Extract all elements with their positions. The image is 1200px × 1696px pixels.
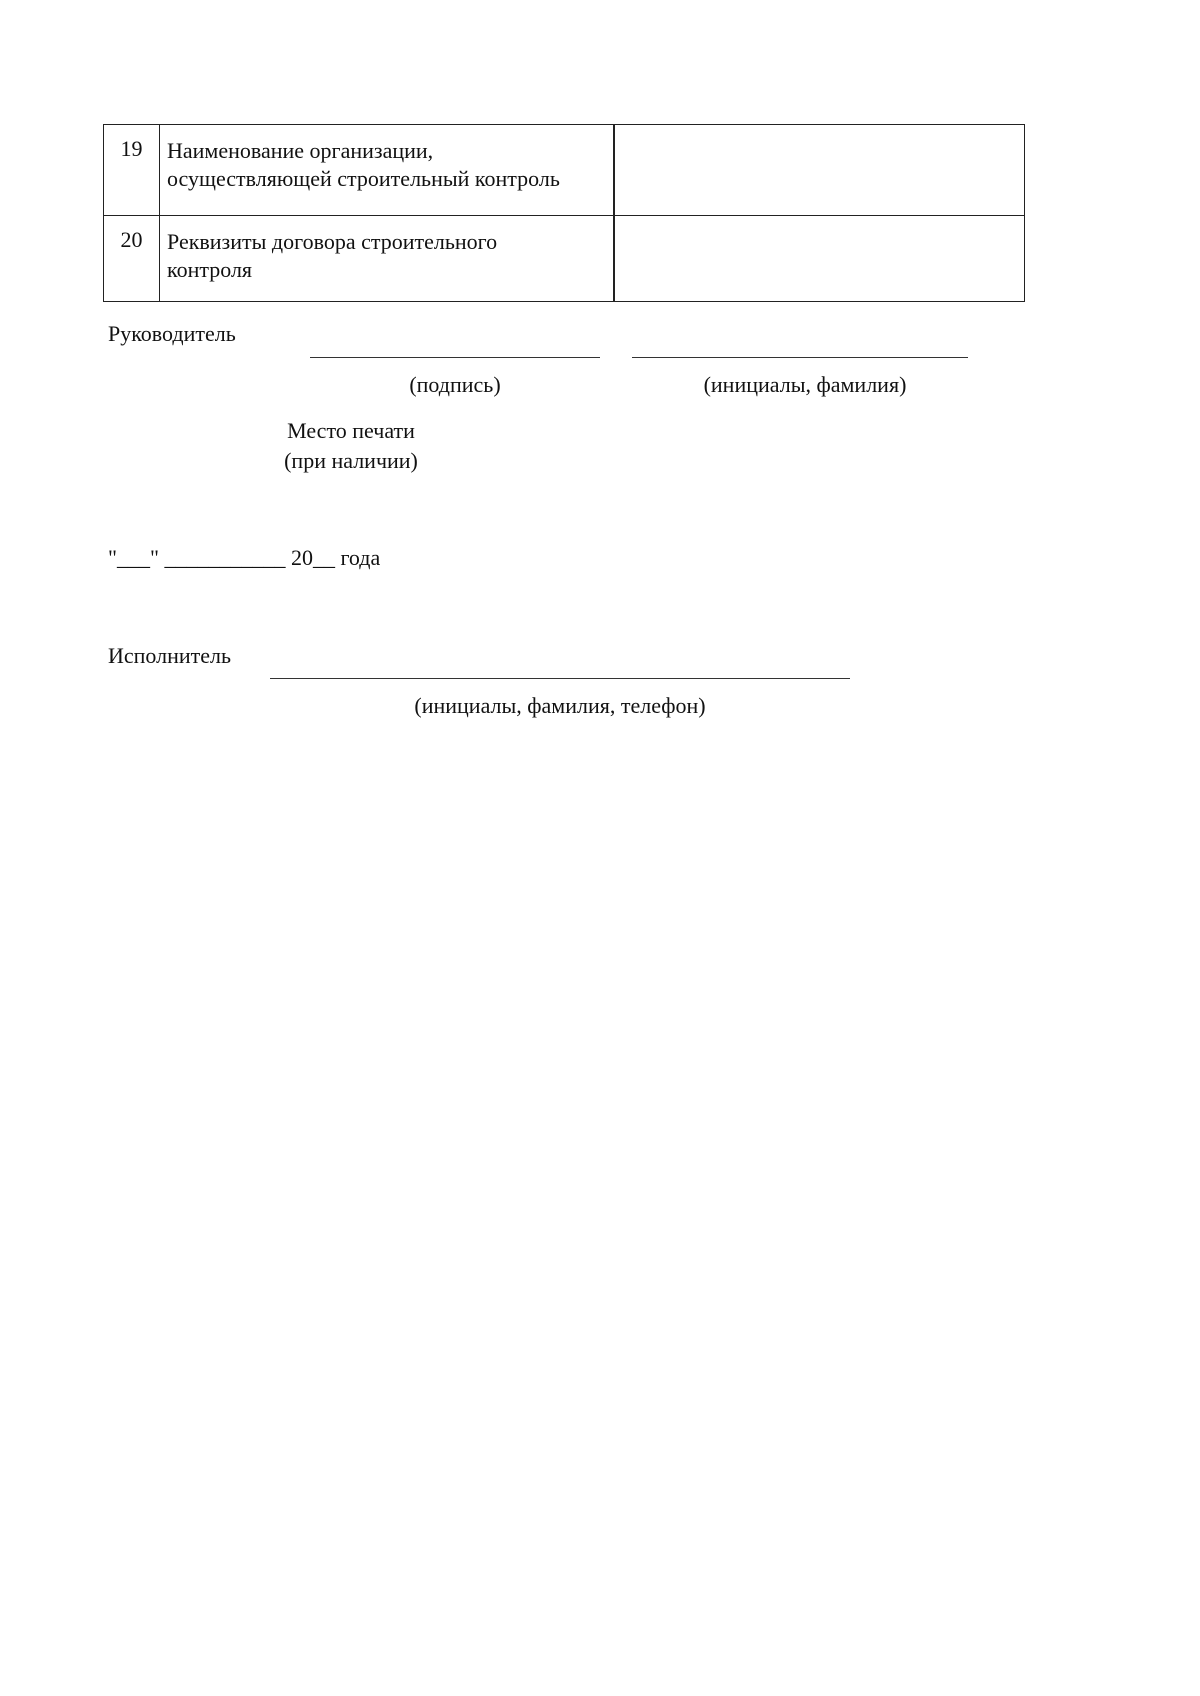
row-label-line: Наименование организации,	[167, 138, 434, 163]
head-name-caption: (инициалы, фамилия)	[703, 372, 907, 397]
row-label	[160, 216, 614, 302]
date-line[interactable]: "___" ___________ 20__ года	[108, 545, 381, 570]
head-name-line[interactable]	[632, 357, 968, 358]
row-label	[160, 125, 614, 216]
row-label-line: осуществляющей строительный контроль	[167, 166, 560, 191]
executor-caption: (инициалы, фамилия, телефон)	[414, 693, 706, 718]
executor-role-label: Исполнитель	[108, 643, 232, 668]
signature-line[interactable]	[310, 357, 600, 358]
row-label-line: контроля	[167, 257, 253, 282]
organization-name-field[interactable]	[614, 125, 1025, 216]
row-label-line: Реквизиты договора строительного	[167, 229, 498, 254]
executor-line[interactable]	[270, 678, 850, 679]
contract-details-field[interactable]	[614, 216, 1025, 302]
stamp-line: (при наличии)	[284, 448, 418, 473]
stamp-line: Место печати	[287, 418, 415, 443]
form-table	[103, 124, 1025, 302]
stamp-placeholder	[266, 416, 436, 476]
table-row-19	[104, 125, 1025, 216]
table-row-20	[104, 216, 1025, 302]
row-number: 20	[104, 216, 160, 302]
row-number: 19	[104, 125, 160, 216]
head-role-label: Руководитель	[108, 321, 236, 346]
signature-caption: (подпись)	[409, 372, 501, 397]
